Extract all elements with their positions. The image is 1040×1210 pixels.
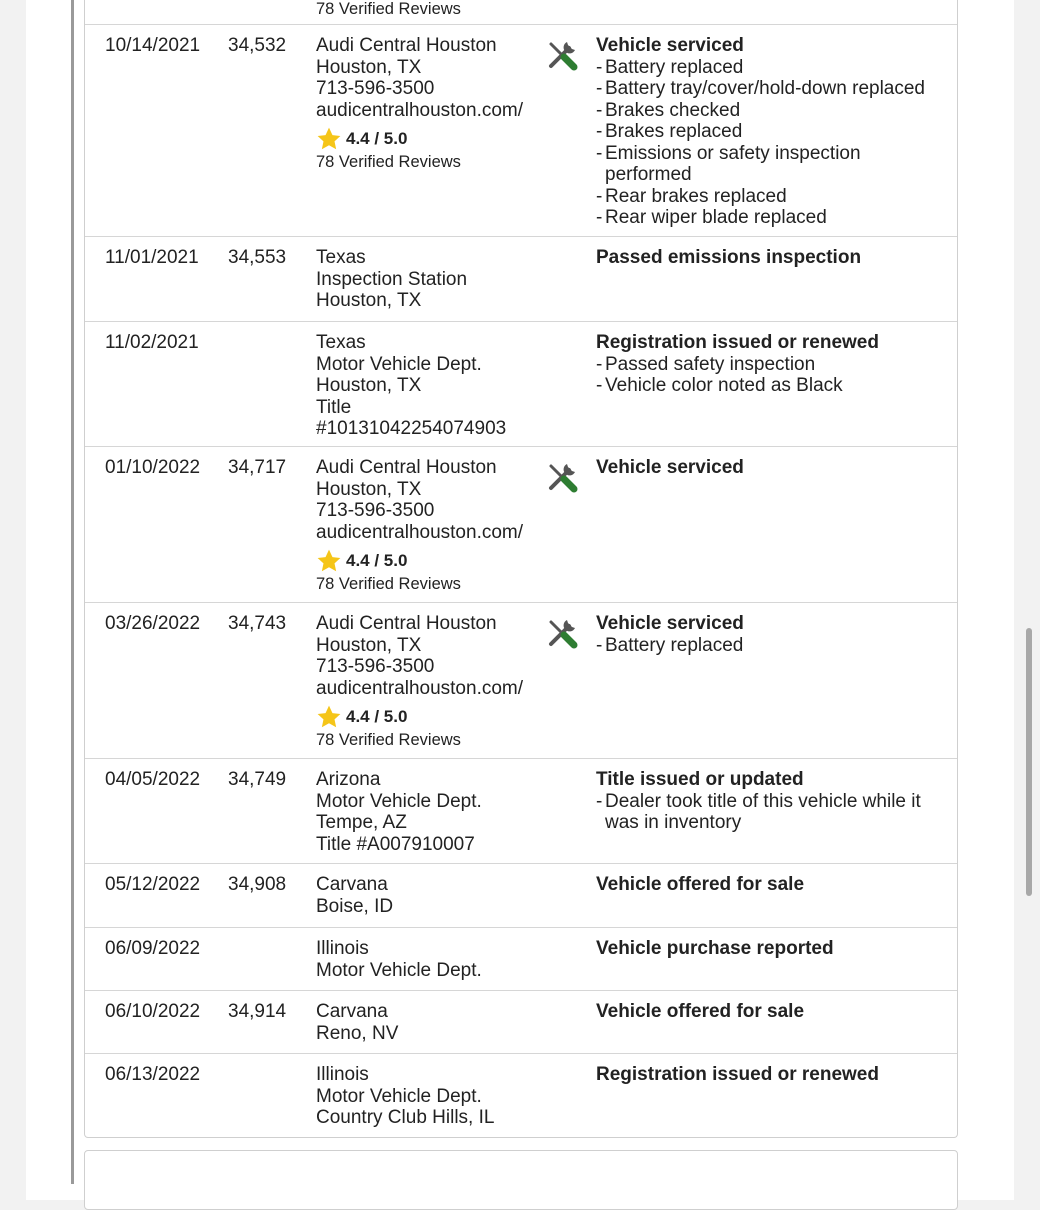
event-detail: - Emissions or safety inspection performed	[596, 142, 861, 185]
source-line: Houston, TX	[316, 56, 422, 78]
event-detail: - Battery replaced	[596, 634, 744, 656]
source-line: Texas	[316, 332, 366, 353]
row-date: 11/01/2021	[105, 247, 199, 268]
wrench-screwdriver-icon	[545, 38, 579, 72]
row-comments	[596, 613, 946, 656]
dealer-phone-link[interactable]: 713-596-3500	[316, 656, 435, 677]
event-detail: - Vehicle color noted as Black	[596, 375, 843, 396]
event-headline: Vehicle serviced	[596, 35, 744, 56]
vehicle-history-table	[84, 0, 958, 1138]
dealer-phone-link[interactable]: 713-596-3500	[316, 78, 435, 99]
source-line: Tempe, AZ	[316, 812, 407, 833]
history-row	[85, 237, 957, 322]
row-source	[316, 332, 546, 440]
event-detail: - Dealer took title of this vehicle while it was in inventory	[596, 790, 921, 833]
row-comments	[596, 247, 946, 269]
dealer-website-link[interactable]: audicentralhouston.com/	[316, 99, 524, 121]
scrollbar[interactable]	[1026, 628, 1032, 896]
row-source	[316, 1064, 546, 1129]
source-line: Motor Vehicle Dept.	[316, 1085, 482, 1107]
source-line: Audi Central Houston	[316, 613, 497, 634]
rating-value: 4.4 / 5.0	[346, 551, 408, 571]
row-date: 01/10/2022	[105, 457, 201, 478]
row-comments	[596, 938, 946, 960]
verified-reviews-link[interactable]: 78 Verified Reviews	[316, 575, 461, 593]
row-odometer: 34,914	[228, 1001, 287, 1022]
source-line: Title #A007910007	[316, 833, 475, 855]
previous-row-fragment	[85, 0, 957, 25]
source-line: Motor Vehicle Dept.	[316, 959, 482, 981]
source-line: Houston, TX	[316, 634, 422, 656]
source-line: Title	[316, 396, 352, 418]
row-odometer: 34,749	[228, 769, 287, 790]
source-line: Audi Central Houston	[316, 35, 497, 56]
row-comments	[596, 332, 946, 397]
source-line: Motor Vehicle Dept.	[316, 353, 482, 375]
dealer-website-link[interactable]: audicentralhouston.com/	[316, 677, 524, 699]
source-line: Illinois	[316, 1064, 369, 1085]
row-source	[316, 457, 546, 595]
event-detail: - Rear wiper blade replaced	[596, 207, 827, 228]
history-row	[85, 322, 957, 447]
row-source	[316, 769, 546, 855]
event-detail: - Battery tray/cover/hold-down replaced	[596, 78, 925, 99]
row-source	[316, 247, 546, 312]
left-rule	[71, 0, 74, 1184]
rating-value: 4.4 / 5.0	[346, 129, 408, 149]
source-line: Inspection Station	[316, 268, 468, 290]
source-line: Reno, NV	[316, 1022, 399, 1044]
event-headline: Title issued or updated	[596, 769, 804, 790]
event-detail: - Rear brakes replaced	[596, 185, 787, 207]
row-date: 06/13/2022	[105, 1064, 201, 1085]
dealer-rating	[316, 705, 546, 729]
source-line: Boise, ID	[316, 895, 394, 917]
row-date: 05/12/2022	[105, 874, 201, 895]
source-line: Motor Vehicle Dept.	[316, 790, 482, 812]
row-date: 11/02/2021	[105, 332, 199, 353]
event-headline: Vehicle serviced	[596, 457, 744, 478]
source-line: Texas	[316, 247, 366, 268]
row-comments	[596, 35, 946, 229]
row-odometer: 34,717	[228, 457, 287, 478]
verified-reviews-link[interactable]: 78 Verified Reviews	[316, 731, 461, 749]
history-row	[85, 603, 957, 759]
history-row	[85, 25, 957, 237]
row-source	[316, 874, 546, 917]
dealer-website-link[interactable]: audicentralhouston.com/	[316, 521, 524, 543]
source-line: Houston, TX	[316, 290, 422, 311]
rating-value: 4.4 / 5.0	[346, 707, 408, 727]
star-icon	[316, 548, 342, 574]
history-row	[85, 864, 957, 928]
history-row	[85, 1054, 957, 1137]
verified-reviews-link[interactable]: 78 Verified Reviews	[316, 0, 461, 18]
star-icon	[316, 126, 342, 152]
star-icon	[316, 704, 342, 730]
event-detail: - Brakes checked	[596, 99, 741, 121]
event-detail: - Passed safety inspection	[596, 353, 816, 375]
row-date: 10/14/2021	[105, 35, 201, 56]
row-source	[316, 1001, 546, 1044]
source-line: Carvana	[316, 874, 388, 895]
next-section-card	[84, 1150, 958, 1210]
source-line: Illinois	[316, 938, 369, 959]
row-source	[316, 35, 546, 173]
row-comments	[596, 1001, 946, 1023]
source-line: Carvana	[316, 1001, 388, 1022]
source-line: Houston, TX	[316, 478, 422, 500]
row-date: 06/10/2022	[105, 1001, 201, 1022]
row-odometer: 34,908	[228, 874, 287, 895]
source-line: #10131042254074903	[316, 418, 507, 439]
dealer-rating	[316, 549, 546, 573]
verified-reviews-link[interactable]: 78 Verified Reviews	[316, 153, 461, 171]
event-headline: Registration issued or renewed	[596, 332, 879, 353]
source-line: Arizona	[316, 769, 381, 790]
row-comments	[596, 874, 946, 896]
event-headline: Vehicle serviced	[596, 613, 744, 634]
history-row	[85, 928, 957, 991]
dealer-rating	[316, 127, 546, 151]
row-source	[316, 938, 546, 981]
row-comments	[596, 769, 946, 834]
row-date: 04/05/2022	[105, 769, 201, 790]
source-line: Houston, TX	[316, 375, 422, 396]
row-date: 03/26/2022	[105, 613, 201, 634]
row-comments	[596, 457, 946, 479]
history-row	[85, 447, 957, 603]
row-date: 06/09/2022	[105, 938, 201, 959]
event-headline: Registration issued or renewed	[596, 1064, 879, 1085]
event-headline: Vehicle purchase reported	[596, 938, 834, 959]
dealer-phone-link[interactable]: 713-596-3500	[316, 500, 435, 521]
event-headline: Vehicle offered for sale	[596, 874, 805, 895]
row-source	[316, 613, 546, 751]
history-row	[85, 759, 957, 864]
row-comments	[596, 1064, 946, 1086]
event-headline: Passed emissions inspection	[596, 247, 862, 268]
history-row	[85, 991, 957, 1054]
wrench-screwdriver-icon	[545, 460, 579, 494]
row-odometer: 34,553	[228, 247, 287, 268]
source-line: Audi Central Houston	[316, 457, 497, 478]
event-detail: - Battery replaced	[596, 56, 744, 78]
event-detail: - Brakes replaced	[596, 121, 743, 142]
row-odometer: 34,532	[228, 35, 287, 56]
source-line: Country Club Hills, IL	[316, 1107, 495, 1128]
event-headline: Vehicle offered for sale	[596, 1001, 805, 1022]
wrench-screwdriver-icon	[545, 616, 579, 650]
row-odometer: 34,743	[228, 613, 287, 634]
